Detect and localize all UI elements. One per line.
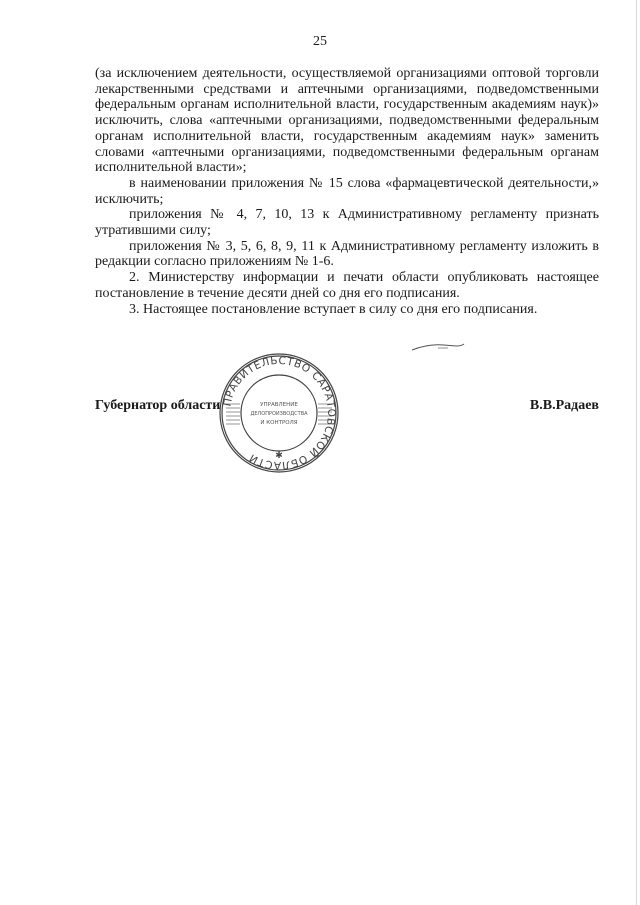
- page-number: 25: [313, 34, 327, 49]
- official-seal: [218, 352, 340, 474]
- paragraph: (за исключением деятельности, осуществляемой организациями оптовой торговли лекарственными средствами и аптечными организациями, подведомственными федеральным органам исполнительной власти, государственным академиям наук)» исключить, слова «аптечными организациями, подведомственными федеральным органам исполнительной власти, государственным академиям наук» заменить словами «аптечными организациями, подведомственными федеральным органам исполнительной власти»;: [95, 66, 599, 176]
- seal-outer-text: ПРАВИТЕЛЬСТВО САРАТОВСКОЙ ОБЛАСТИ: [221, 354, 338, 472]
- paragraph: приложения № 4, 7, 10, 13 к Административному регламенту признать утратившими силу;: [95, 207, 599, 239]
- scan-edge-line: [636, 0, 637, 905]
- signer-title: Губернатор области: [95, 398, 221, 413]
- signer-name: В.В.Радаев: [529, 398, 599, 413]
- handwritten-signature: [408, 336, 468, 356]
- paragraph: 3. Настоящее постановление вступает в силу со дня его подписания.: [129, 301, 538, 317]
- paragraph: приложения № 3, 5, 6, 8, 9, 11 к Административному регламенту изложить в редакции согласно приложениям № 1-6.: [95, 238, 599, 270]
- document-body: [95, 66, 599, 317]
- seal-star-icon: ✱: [275, 451, 283, 461]
- seal-inner-line: И КОНТРОЛЯ: [260, 420, 298, 426]
- seal-inner-line: УПРАВЛЕНИЕ: [260, 402, 298, 408]
- signature-block: [95, 398, 599, 418]
- paragraph: 2. Министерству информации и печати области опубликовать настоящее постановление в течение десяти дней со дня его подписания.: [95, 270, 599, 301]
- seal-inner-line: ДЕЛОПРОИЗВОДСТВА: [250, 411, 308, 417]
- paragraph: в наименовании приложения № 15 слова «фармацевтической деятельности,» исключить;: [95, 175, 599, 207]
